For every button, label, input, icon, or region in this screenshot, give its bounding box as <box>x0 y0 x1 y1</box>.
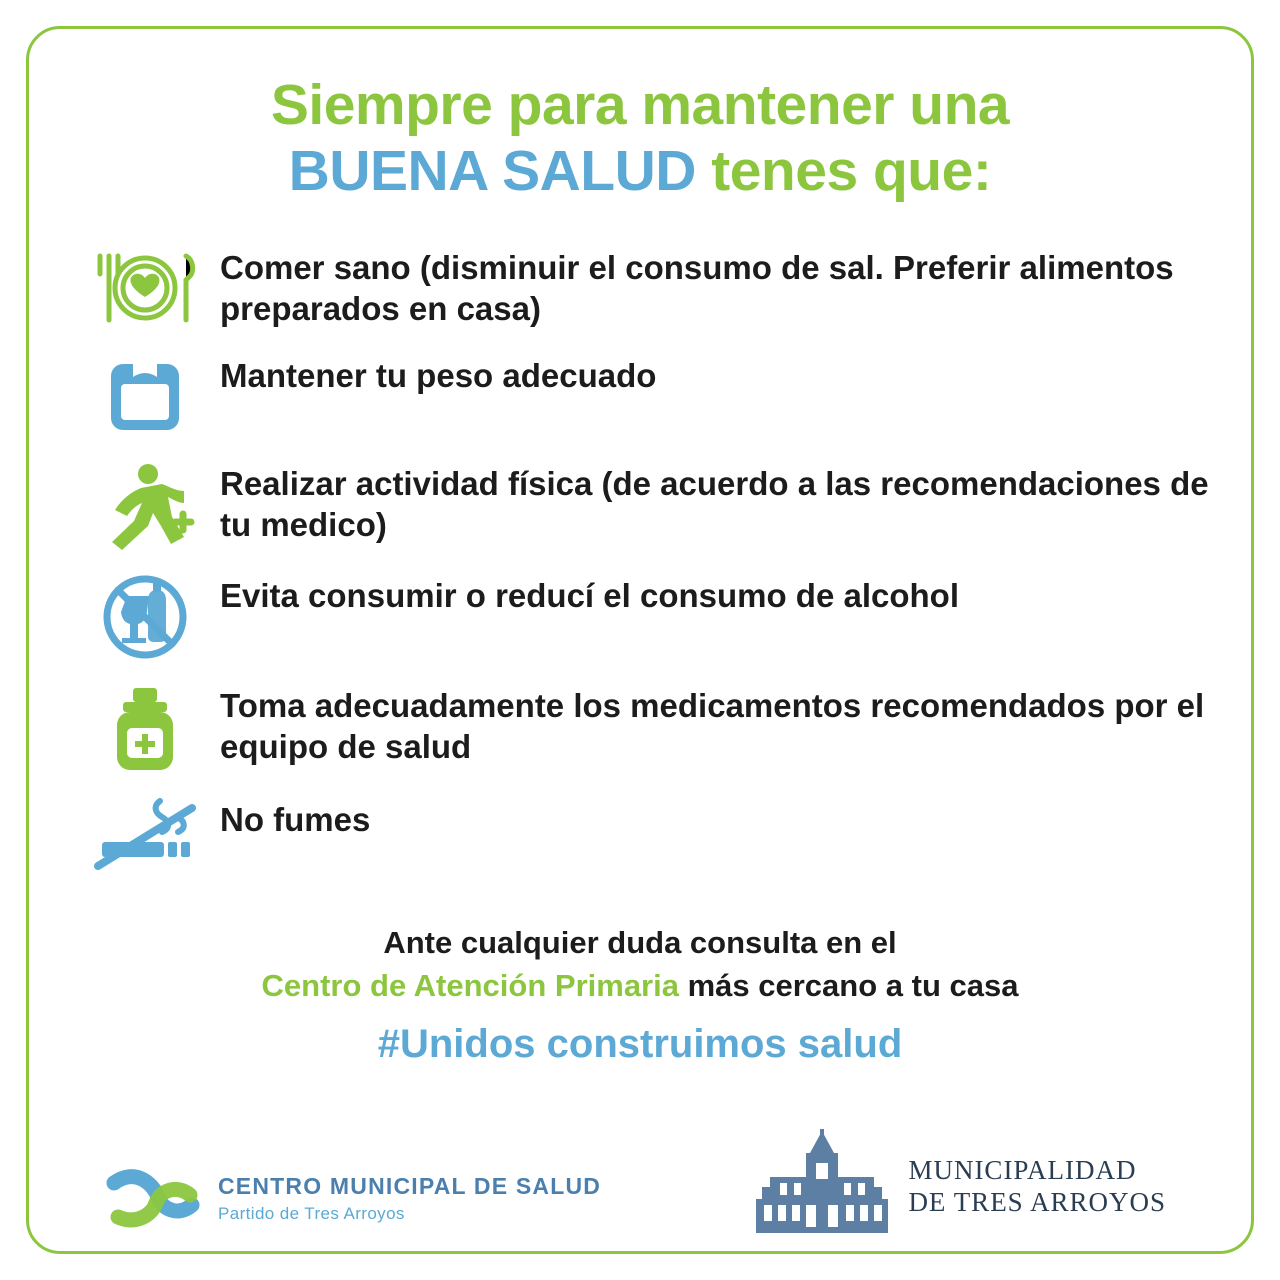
list-item-text: Comer sano (disminuir el consumo de sal. Preferir alimentos preparados en casa) <box>220 249 1174 327</box>
page-title <box>54 72 1226 204</box>
weight-scale-icon <box>70 352 220 438</box>
logo-bar <box>54 1129 1226 1244</box>
health-center-logo-subtitle: Partido de Tres Arroyos <box>218 1204 405 1223</box>
running-person-icon <box>70 460 220 550</box>
list-item-text: Evita consumir o reducí el consumo de alcohol <box>220 577 960 615</box>
municipal-building-logo-icon <box>752 1129 892 1244</box>
no-alcohol-icon <box>70 572 220 660</box>
list-item <box>70 352 1226 438</box>
headline-line-2 <box>54 138 1226 204</box>
plate-heart-cutlery-icon <box>70 244 220 330</box>
campaign-hashtag: #Unidos construimos salud <box>377 1021 903 1066</box>
list-item <box>70 796 1226 874</box>
list-item <box>70 460 1226 550</box>
medicine-bottle-icon <box>70 682 220 774</box>
footer-line-1: Ante cualquier duda consulta en el <box>383 925 897 961</box>
health-center-logo-title: CENTRO MUNICIPAL DE SALUD <box>218 1173 602 1199</box>
municipality-logo-text <box>908 1155 1166 1219</box>
list-item <box>70 244 1226 330</box>
list-item-text: No fumes <box>220 801 371 839</box>
municipality-logo-line-2: DE TRES ARROYOS <box>908 1186 1166 1217</box>
recommendation-list <box>54 244 1226 874</box>
list-item <box>70 572 1226 660</box>
health-center-logo-text <box>218 1173 601 1224</box>
footer-message <box>54 922 1226 1067</box>
headline-line-2-rest: tenes que: <box>695 139 992 204</box>
footer-line-2 <box>54 965 1226 1008</box>
list-item-text: Realizar actividad física (de acuerdo a las recomendaciones de tu medico) <box>220 465 1209 543</box>
headline-line-1: Siempre para mantener una <box>270 73 1010 137</box>
footer-line-2-rest: más cercano a tu casa <box>678 967 1019 1003</box>
municipality-logo-line-1: MUNICIPALIDAD <box>908 1154 1137 1185</box>
footer-line-2-highlight: Centro de Atención Primaria <box>261 967 679 1003</box>
list-item-text: Mantener tu peso adecuado <box>220 357 657 395</box>
no-smoking-icon <box>70 796 220 874</box>
list-item <box>70 682 1226 774</box>
headline-emphasis: BUENA SALUD <box>288 139 696 204</box>
health-center-logo-icon <box>106 1153 200 1244</box>
health-center-logo <box>54 1153 601 1244</box>
municipality-logo <box>752 1129 1226 1244</box>
list-item-text: Toma adecuadamente los medicamentos recomendados por el equipo de salud <box>220 687 1205 765</box>
